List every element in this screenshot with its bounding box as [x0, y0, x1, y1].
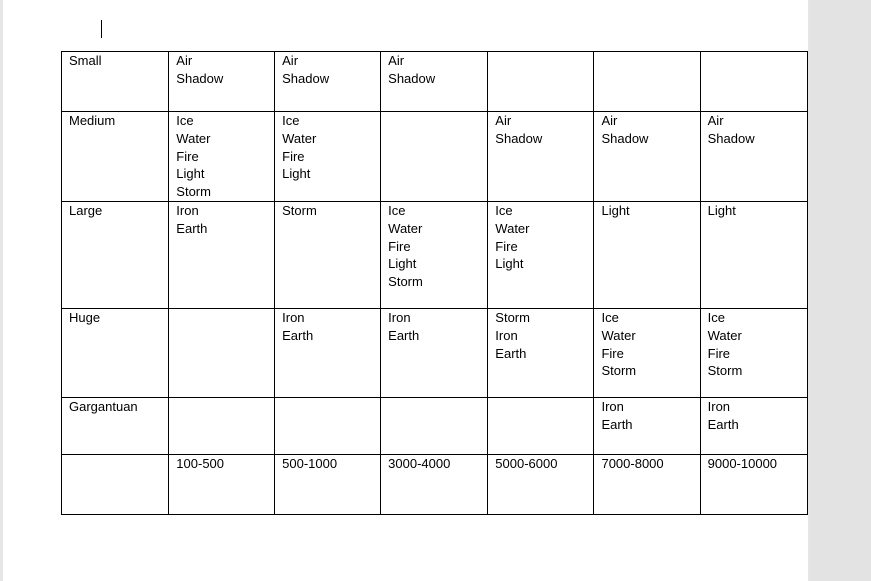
cell-lines: [495, 309, 593, 362]
cell-line: 100-500: [176, 456, 225, 471]
cell-line: Earth: [388, 327, 420, 343]
cell-line: Shadow: [282, 70, 330, 86]
table-cell[interactable]: [488, 309, 594, 398]
cell-lines: [388, 455, 487, 473]
cell-line: Fire: [601, 345, 624, 361]
cell-line: Iron: [176, 203, 199, 218]
cell-lines: [282, 52, 380, 88]
cell-lines: [176, 52, 274, 88]
cell-line: Air: [601, 113, 618, 128]
cell-line: Ice: [707, 310, 725, 325]
cell-line: Shadow: [388, 70, 436, 86]
cell-line: Air: [388, 53, 405, 68]
cell-lines: [601, 112, 699, 148]
table-cell[interactable]: [700, 455, 807, 515]
table-cell[interactable]: [488, 398, 594, 455]
cell-lines: [176, 202, 274, 238]
cell-line: Earth: [707, 416, 739, 432]
cell-line: Shadow: [176, 70, 224, 86]
row-label-cell[interactable]: [62, 202, 169, 309]
table-cell[interactable]: [275, 309, 381, 398]
cell-line: Ice: [601, 310, 619, 325]
table-cell[interactable]: [488, 202, 594, 309]
cell-line: Light: [495, 256, 524, 272]
cell-line: 3000-4000: [388, 456, 451, 471]
cell-line: Light: [707, 203, 736, 218]
text-cursor: [101, 20, 102, 38]
cell-line: Storm: [388, 274, 423, 290]
cell-line: Light: [282, 166, 311, 182]
table-cell[interactable]: [700, 202, 807, 309]
table-cell[interactable]: [169, 112, 275, 202]
table-cell[interactable]: [275, 202, 381, 309]
table-cell[interactable]: [381, 112, 488, 202]
cell-lines: [176, 112, 274, 201]
table-cell[interactable]: [169, 398, 275, 455]
cell-line: Earth: [282, 327, 314, 343]
table-cell[interactable]: [275, 52, 381, 112]
cell-line: Water: [176, 130, 211, 146]
cell-lines: [495, 112, 593, 148]
cell-line: Storm: [495, 310, 530, 325]
cell-lines: [708, 398, 807, 434]
cell-line: Air: [495, 113, 512, 128]
cell-line: Iron: [601, 399, 624, 414]
table-row: [62, 112, 808, 202]
cell-line: Fire: [707, 345, 731, 361]
cell-lines: [388, 202, 487, 291]
cell-line: 5000-6000: [495, 456, 558, 471]
cell-lines: [708, 455, 807, 473]
row-label-cell[interactable]: [62, 398, 169, 455]
table-cell[interactable]: [381, 398, 488, 455]
table-cell[interactable]: [594, 52, 700, 112]
cell-line: Light: [601, 203, 630, 218]
cell-line: Shadow: [495, 130, 543, 146]
cell-lines: [176, 455, 274, 473]
cell-line: Water: [707, 327, 742, 343]
cell-lines: [388, 52, 487, 88]
cell-line: Light: [176, 166, 205, 182]
cell-line: Fire: [282, 148, 305, 164]
table-cell[interactable]: [700, 52, 807, 112]
table-cell[interactable]: [488, 455, 594, 515]
table-body: [62, 52, 808, 515]
cell-line: 9000-10000: [707, 456, 778, 471]
table-cell[interactable]: [381, 455, 488, 515]
row-label-cell[interactable]: [62, 112, 169, 202]
cell-lines: [282, 309, 380, 345]
table-cell[interactable]: [594, 112, 700, 202]
table-cell[interactable]: [275, 112, 381, 202]
table-row: [62, 455, 808, 515]
cell-line: Water: [601, 327, 636, 343]
cell-line: Ice: [176, 113, 194, 128]
cell-line: Ice: [495, 203, 513, 218]
cell-line: Light: [388, 256, 417, 272]
table-cell[interactable]: [700, 398, 807, 455]
table-cell[interactable]: [594, 398, 700, 455]
cell-line: Earth: [601, 416, 633, 432]
cell-lines: [708, 112, 807, 148]
cell-line: Shadow: [601, 130, 649, 146]
table-row: [62, 52, 808, 112]
row-label: Medium: [69, 113, 116, 128]
cell-lines: [282, 455, 380, 473]
table-cell[interactable]: [169, 202, 275, 309]
cell-line: Water: [495, 220, 530, 236]
cell-line: Ice: [388, 203, 406, 218]
cell-lines: [601, 398, 699, 434]
table-row: [62, 202, 808, 309]
cell-line: Water: [282, 130, 317, 146]
table-cell[interactable]: [169, 455, 275, 515]
cell-lines: [388, 309, 487, 345]
cell-lines: [282, 112, 380, 183]
cell-line: Iron: [707, 399, 731, 414]
cell-line: Iron: [282, 310, 305, 325]
table-cell[interactable]: [700, 309, 807, 398]
row-label-cell[interactable]: [62, 52, 169, 112]
table-cell[interactable]: [488, 112, 594, 202]
cell-lines: [601, 309, 699, 380]
cell-line: Earth: [495, 345, 527, 361]
cell-line: Storm: [282, 203, 317, 218]
cell-lines: [495, 202, 593, 273]
cell-lines: [495, 455, 593, 473]
cell-lines: [282, 202, 380, 220]
row-label: Large: [69, 203, 103, 218]
cell-lines: [708, 309, 807, 380]
cell-line: Air: [707, 113, 724, 128]
cell-line: Storm: [176, 184, 211, 200]
cell-lines: [601, 455, 699, 473]
cell-lines: [708, 202, 807, 220]
table-cell[interactable]: [594, 202, 700, 309]
row-label: Huge: [69, 310, 101, 325]
cell-line: Air: [282, 53, 299, 68]
table-row: [62, 309, 808, 398]
row-label: Gargantuan: [69, 399, 138, 414]
cell-lines: [601, 202, 699, 220]
size-element-table: [61, 51, 808, 515]
row-label-cell[interactable]: [62, 455, 169, 515]
cell-line: Air: [176, 53, 193, 68]
table-cell[interactable]: [594, 455, 700, 515]
row-label-cell[interactable]: [62, 309, 169, 398]
cell-line: 7000-8000: [601, 456, 664, 471]
row-label: Small: [69, 53, 102, 68]
cell-line: Storm: [707, 363, 743, 379]
cell-line: Iron: [495, 327, 518, 343]
cell-line: Iron: [388, 310, 411, 325]
cell-line: Fire: [495, 238, 518, 254]
table-cell[interactable]: [169, 52, 275, 112]
table-cell[interactable]: [700, 112, 807, 202]
cell-line: Storm: [601, 363, 637, 379]
cell-line: Fire: [388, 238, 411, 254]
cell-line: Fire: [176, 148, 199, 164]
table-cell[interactable]: [594, 309, 700, 398]
table-cell[interactable]: [275, 398, 381, 455]
table-row: [62, 398, 808, 455]
table-cell[interactable]: [381, 52, 488, 112]
table-cell[interactable]: [381, 202, 488, 309]
cell-line: Ice: [282, 113, 300, 128]
table-cell[interactable]: [488, 52, 594, 112]
cell-line: Shadow: [707, 130, 755, 146]
table-cell[interactable]: [275, 455, 381, 515]
right-margin-area: [810, 0, 871, 581]
cell-line: Water: [388, 220, 423, 236]
table-cell[interactable]: [169, 309, 275, 398]
cell-line: Earth: [176, 220, 208, 236]
cell-line: 500-1000: [282, 456, 338, 471]
table-cell[interactable]: [381, 309, 488, 398]
